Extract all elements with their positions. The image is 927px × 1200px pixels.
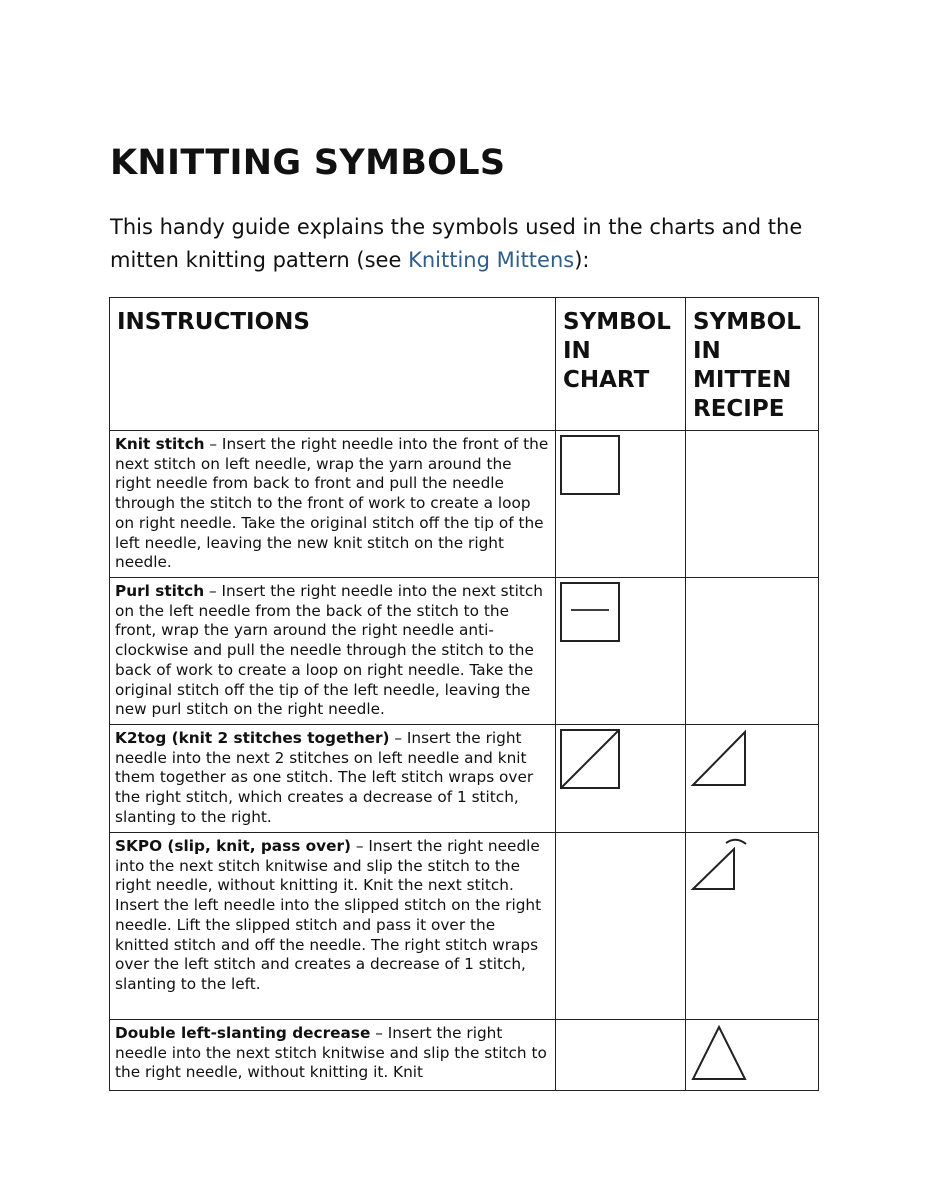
stitch-name: Knit stitch bbox=[115, 435, 205, 453]
instruction-cell bbox=[110, 431, 556, 578]
table-header-row bbox=[110, 298, 819, 431]
stitch-name: K2tog (knit 2 stitches together) bbox=[115, 729, 390, 747]
symbols-table bbox=[109, 297, 819, 1091]
instruction-cell bbox=[110, 725, 556, 833]
chart-symbol-cell bbox=[556, 725, 686, 833]
stitch-description: – Insert the right needle into the next stitch knitwise and slip the stitch to the right needle, without knitting it. Knit the next stitch. Insert the left needle into the slipped stitch on the right needle. Lift the slipped stitch and pass it over the knitted stitch and off the needle. The right stitch wraps over the left stitch and creates a decrease of 1 stitch, slanting to the left. bbox=[115, 837, 542, 993]
knitting-mittens-link[interactable]: Knitting Mittens bbox=[408, 248, 575, 272]
instruction-cell bbox=[110, 833, 556, 1020]
stitch-description: – Insert the right needle into the next 2 stitches on left needle and knit them together as one stitch. The left stitch wraps over the right stitch, which creates a decrease of 1 stitch, slanting to the right. bbox=[115, 729, 534, 826]
header-symbol-in-recipe: SYMBOL IN MITTEN RECIPE bbox=[686, 298, 819, 431]
table-row bbox=[110, 725, 819, 833]
square-with-dash-icon bbox=[560, 582, 622, 644]
right-triangle-with-arc-icon bbox=[690, 837, 752, 899]
chart-symbol-cell bbox=[556, 431, 686, 578]
intro-text-end: ): bbox=[574, 248, 590, 272]
stitch-name: SKPO (slip, knit, pass over) bbox=[115, 837, 352, 855]
header-symbol-in-chart: SYMBOL IN CHART bbox=[556, 298, 686, 431]
right-triangle-icon bbox=[690, 729, 752, 791]
instruction-cell bbox=[110, 578, 556, 725]
isosceles-triangle-icon bbox=[690, 1024, 752, 1086]
square-with-diagonal-icon bbox=[560, 729, 622, 791]
stitch-description: – Insert the right needle into the next stitch on the left needle from the back of the stitch to the front, wrap the yarn around the right needle anti-clockwise and pull the needle through the stitch to the back of work to create a loop on right needle. Take the original stitch off the tip of the left needle, leaving the new purl stitch on the right needle. bbox=[115, 582, 543, 719]
page-title: KNITTING SYMBOLS bbox=[110, 143, 506, 183]
recipe-symbol-cell bbox=[686, 833, 819, 1020]
chart-symbol-cell bbox=[556, 578, 686, 725]
intro-text: This handy guide explains the symbols used in the charts and the mitten knitting pattern (see bbox=[110, 215, 803, 272]
stitch-description: – Insert the right needle into the next stitch knitwise and slip the stitch to the right needle, without knitting it. Knit bbox=[115, 1024, 547, 1082]
chart-symbol-cell bbox=[556, 833, 686, 1020]
recipe-symbol-cell bbox=[686, 1020, 819, 1091]
stitch-name: Double left-slanting decrease bbox=[115, 1024, 371, 1042]
recipe-symbol-cell bbox=[686, 578, 819, 725]
recipe-symbol-cell bbox=[686, 725, 819, 833]
chart-symbol-cell bbox=[556, 1020, 686, 1091]
stitch-name: Purl stitch bbox=[115, 582, 205, 600]
table-row bbox=[110, 833, 819, 1020]
intro-paragraph bbox=[110, 211, 830, 277]
stitch-description: – Insert the right needle into the front of the next stitch on left needle, wrap the yarn around the right needle from back to front and pull the needle through the stitch to the front of work to create a loop on right needle. Take the original stitch off the tip of the left needle, leaving the new knit stitch on the right needle. bbox=[115, 435, 549, 572]
empty-square-icon bbox=[560, 435, 622, 497]
instruction-cell bbox=[110, 1020, 556, 1091]
header-instructions: INSTRUCTIONS bbox=[110, 298, 556, 431]
table-row bbox=[110, 1020, 819, 1091]
table-row bbox=[110, 578, 819, 725]
table-row bbox=[110, 431, 819, 578]
recipe-symbol-cell bbox=[686, 431, 819, 578]
